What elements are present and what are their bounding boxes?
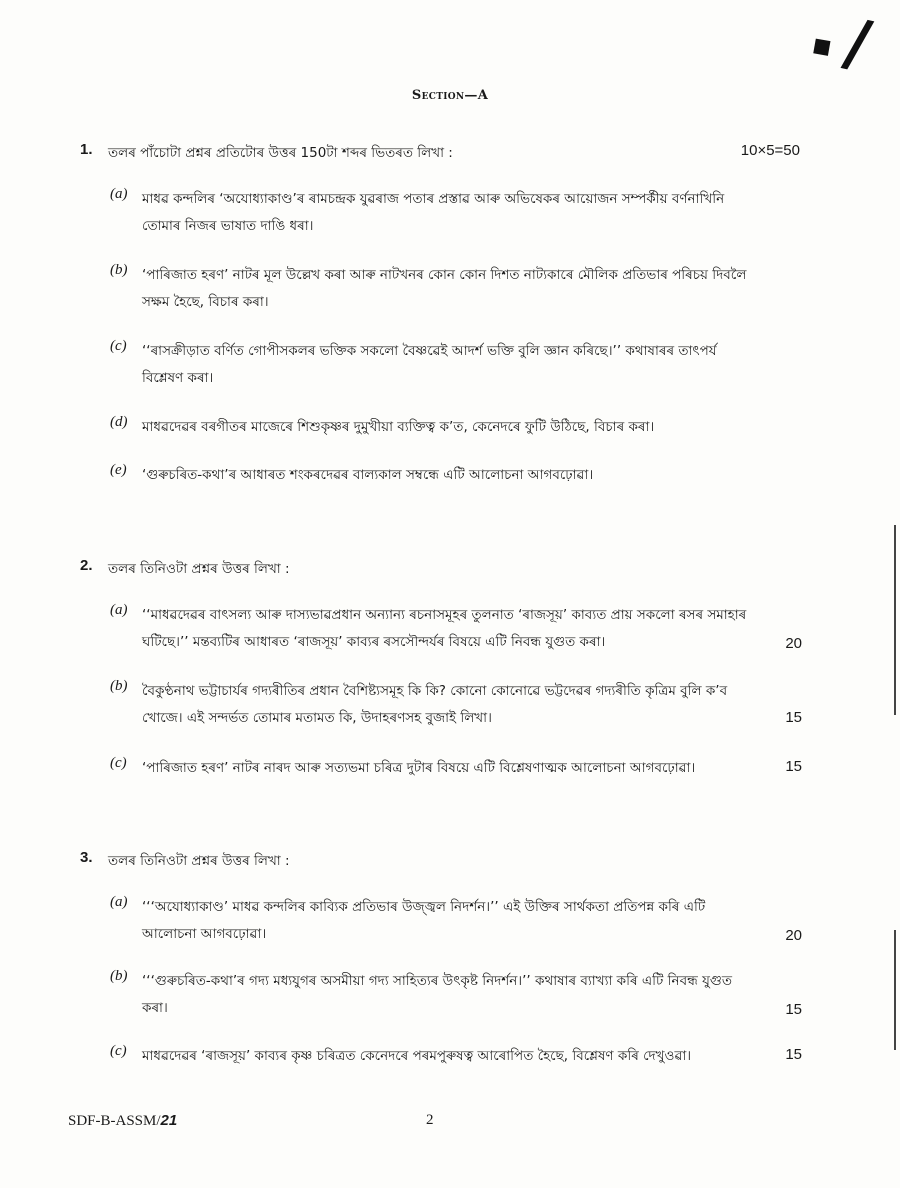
item-label: (c) [110, 755, 127, 771]
item-label: (b) [110, 262, 128, 278]
page-number: 2 [426, 1112, 434, 1128]
item-label: (a) [110, 894, 128, 910]
item-marks: 15 [785, 1001, 802, 1018]
paper-code-year: 21 [160, 1112, 178, 1129]
item-text: ‘‘‘গুৰুচৰিত-কথা’ৰ গদ্য মধ্যযুগৰ অসমীয়া গদ্য সাহিত্যৰ উৎকৃষ্ট নিদৰ্শন।’’ কথাষাৰ ব্যাখ্যা কৰি এটি নিবন্ধ যুগুত কৰা। [142, 973, 732, 1016]
item-label: (a) [110, 602, 128, 618]
item-marks: 15 [785, 758, 802, 775]
question-instruction: তলৰ তিনিওটা প্ৰশ্নৰ উত্তৰ লিখা : [108, 853, 290, 869]
paper-code [68, 1112, 177, 1130]
scan-edge-line [894, 930, 896, 1050]
handwritten-stroke-mark: / [838, 4, 877, 83]
question-number: 2. [80, 557, 93, 574]
item-marks: 15 [785, 1046, 802, 1063]
paper-code-text: SDF-B-ASSM/ [68, 1113, 161, 1129]
question-total-marks: 10×5=50 [740, 142, 800, 159]
item-label: (c) [110, 1043, 127, 1059]
item-text: ‘পাৰিজাত হৰণ’ নাটৰ মূল উল্লেখ কৰা আৰু নাটখনৰ কোন কোন দিশত নাট্যকাৰে মৌলিক প্ৰতিভাৰ পৰিচয় দিবলৈ সক্ষম হৈছে, বিচাৰ কৰা। [142, 267, 747, 310]
item-text: ‘‘‘অযোধ্যাকাণ্ড’ মাধৱ কন্দলিৰ কাব্যিক প্ৰতিভাৰ উজ্জ্বল নিদৰ্শন।’’ এই উক্তিৰ সাৰ্থকতা প্ৰতিপন্ন কৰি এটি আলোচনা আগবঢ়োৱা। [142, 899, 706, 942]
item-marks: 15 [785, 709, 802, 726]
item-marks: 20 [785, 635, 802, 652]
question-number: 3. [80, 849, 93, 866]
item-label: (b) [110, 968, 128, 984]
item-label: (a) [110, 186, 128, 202]
item-label: (c) [110, 338, 127, 354]
item-label: (e) [110, 462, 127, 478]
item-text: বৈকুণ্ঠনাথ ভট্টাচাৰ্যৰ গদ্যৰীতিৰ প্ৰধান বৈশিষ্ট্যসমূহ কি কি? কোনো কোনোৱে ভট্টদেৱৰ গদ্যৰীতি কৃত্ৰিম বুলি ক’ব খোজে। এই সন্দৰ্ভত তোমাৰ মতামত কি, উদাহৰণসহ বুজাই লিখা। [142, 683, 728, 726]
scan-edge-line [894, 525, 896, 715]
item-text: মাধৱদেৱৰ বৰগীতৰ মাজেৰে শিশুকৃষ্ণৰ দুমুখীয়া ব্যক্তিত্ব ক’ত, কেনেদৰে ফুটি উঠিছে, বিচাৰ কৰা। [142, 419, 655, 435]
section-title: Section—A [411, 88, 489, 103]
item-text: মাধৱদেৱৰ ‘ৰাজসূয়’ কাব্যৰ কৃষ্ণ চৰিত্ৰত কেনেদৰে পৰমপুৰুষত্ব আৰোপিত হৈছে, বিশ্লেষণ কৰি দেখুওৱা। [142, 1048, 692, 1064]
item-marks: 20 [785, 927, 802, 944]
question-instruction: তলৰ পাঁচোটা প্ৰশ্নৰ প্ৰতিটোৰ উত্তৰ 150টা শব্দৰ ভিতৰত লিখা : [108, 145, 453, 161]
item-text: ‘‘ৰাসক্ৰীড়াত বৰ্ণিত গোপীসকলৰ ভক্তিক সকলো বৈষ্ণৱেই আদৰ্শ ভক্তি বুলি জ্ঞান কৰিছে।’’ কথাষাৰৰ তাৎপৰ্য বিশ্লেষণ কৰা। [142, 343, 717, 386]
item-text: মাধৱ কন্দলিৰ ‘অযোধ্যাকাণ্ড’ৰ ৰামচন্দ্ৰক যুৱৰাজ পতাৰ প্ৰস্তাৱ আৰু অভিষেকৰ আয়োজন সম্পৰ্কীয় বৰ্ণনাখিনি তোমাৰ নিজৰ ভাষাত দাঙি ধৰা। [142, 191, 725, 234]
item-text: ‘‘মাধৱদেৱৰ বাৎসল্য আৰু দাস্যভাৱপ্ৰধান অন্যান্য ৰচনাসমূহৰ তুলনাত ‘ৰাজসূয়’ কাব্যত প্ৰায় সকলো ৰসৰ সমাহাৰ ঘটিছে।’’ মন্তব্যটিৰ আধাৰত ‘ৰাজসূয়’ কাব্যৰ ৰসসৌন্দৰ্যৰ বিষয়ে এটি নিবন্ধ যুগুত কৰা। [142, 607, 747, 650]
question-number: 1. [80, 141, 93, 158]
item-label: (d) [110, 414, 128, 430]
item-text: ‘গুৰুচৰিত-কথা’ৰ আধাৰত শংকৰদেৱৰ বাল্যকাল সম্বন্ধে এটি আলোচনা আগবঢ়োৱা। [142, 467, 594, 483]
item-label: (b) [110, 678, 128, 694]
question-instruction: তলৰ তিনিওটা প্ৰশ্নৰ উত্তৰ লিখা : [108, 561, 290, 577]
item-text: ‘পাৰিজাত হৰণ’ নাটৰ নাৰদ আৰু সত্যভমা চৰিত্ৰ দুটাৰ বিষয়ে এটি বিশ্লেষণাত্মক আলোচনা আগবঢ়োৱা। [142, 760, 696, 776]
handwritten-dot-mark: ▪ [809, 26, 836, 65]
